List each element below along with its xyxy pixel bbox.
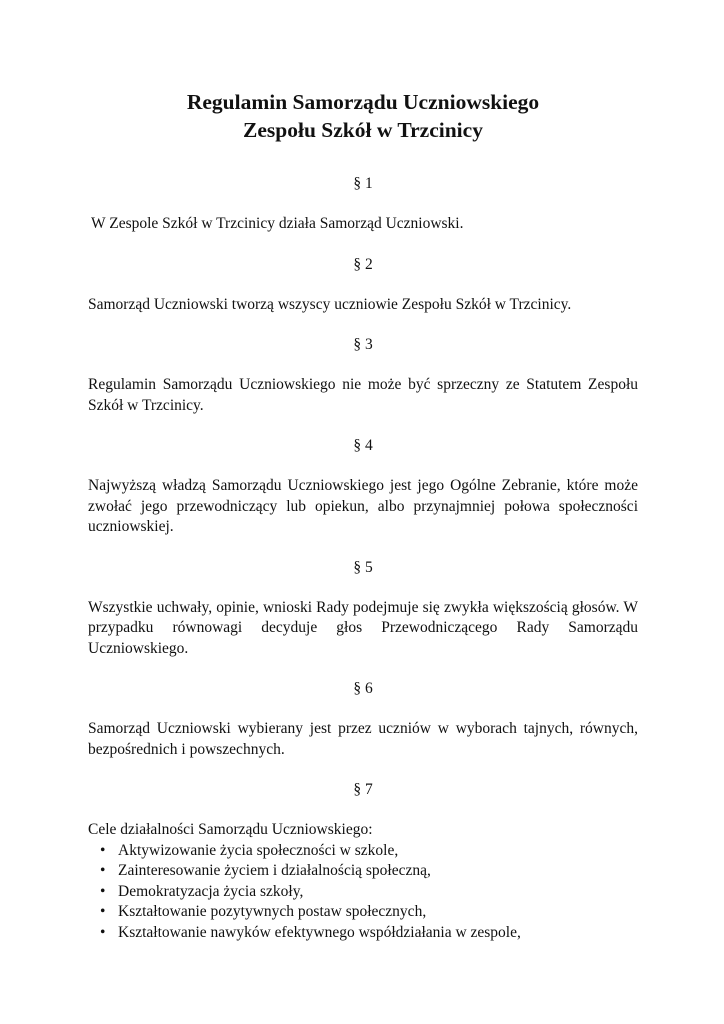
bullet-icon: • bbox=[100, 862, 106, 879]
section-mark-7: § 7 bbox=[353, 781, 373, 798]
document-page bbox=[88, 88, 638, 943]
document-title-line-1: Regulamin Samorządu Uczniowskiego bbox=[186, 90, 540, 114]
bullet-icon: • bbox=[100, 841, 106, 859]
list-item bbox=[88, 923, 638, 944]
bullet-icon: • bbox=[100, 923, 106, 941]
bullet-icon: • bbox=[100, 882, 106, 900]
goals-list bbox=[88, 841, 638, 944]
list-item-text: Kształtowanie pozytywnych postaw społecznych, bbox=[118, 903, 427, 920]
section-text-1: W Zespole Szkół w Trzcinicy działa Samorząd Uczniowski. bbox=[91, 215, 464, 232]
list-item bbox=[88, 841, 638, 862]
bullet-icon: • bbox=[100, 903, 106, 920]
list-item-text: Kształtowanie nawyków efektywnego współdziałania w zespole, bbox=[118, 923, 521, 941]
list-item bbox=[88, 882, 638, 903]
list-item-text: Demokratyzacja życia szkoły, bbox=[118, 882, 304, 900]
document-title-line-2: Zespołu Szkół w Trzcinicy bbox=[243, 118, 483, 142]
section-mark-1: § 1 bbox=[353, 175, 373, 192]
section-mark-5: § 5 bbox=[353, 558, 373, 576]
section-text-2: Samorząd Uczniowski tworzą wszyscy uczniowie Zespołu Szkół w Trzcinicy. bbox=[88, 295, 572, 313]
section-mark-6: § 6 bbox=[353, 680, 373, 697]
list-item-text: Zainteresowanie życiem i działalnością społeczną, bbox=[118, 862, 431, 879]
section-mark-2: § 2 bbox=[353, 255, 373, 273]
list-item bbox=[88, 861, 638, 882]
section-mark-4: § 4 bbox=[353, 437, 373, 454]
list-item bbox=[88, 902, 638, 923]
section-text-7: Cele działalności Samorządu Uczniowskiego: bbox=[88, 821, 373, 838]
section-text-5: Wszystkie uchwały, opinie, wnioski Rady podejmuje się zwykła większością głosów. W przypadku równowagi decyduje głos Przewodniczącego Rady Samorządu Uczniowskiego. bbox=[88, 598, 638, 657]
list-item-text: Aktywizowanie życia społeczności w szkole, bbox=[118, 841, 399, 859]
section-text-4: Najwyższą władzą Samorządu Uczniowskiego jest jego Ogólne Zebranie, które może zwołać jego przewodniczący lub opiekun, albo przynajmniej połowa społeczności uczniowskiej. bbox=[88, 477, 638, 535]
section-text-3: Regulamin Samorządu Uczniowskiego nie może być sprzeczny ze Statutem Zespołu Szkół w Trzcinicy. bbox=[88, 376, 638, 414]
section-mark-3: § 3 bbox=[353, 336, 373, 353]
section-text-6: Samorząd Uczniowski wybierany jest przez uczniów w wyborach tajnych, równych, bezpośrednich i powszechnych. bbox=[88, 720, 638, 758]
